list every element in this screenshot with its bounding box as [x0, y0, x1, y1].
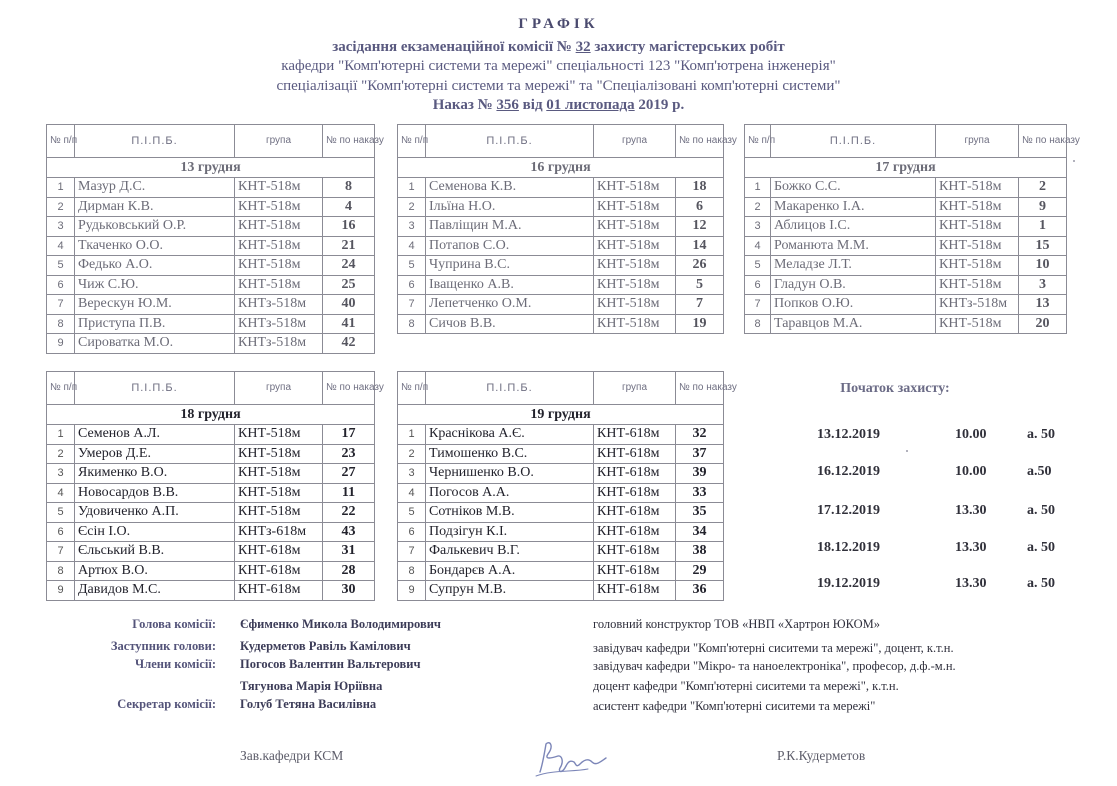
order-number: 13 [1019, 295, 1067, 315]
commission-name-member-1: Погосов Валентин Вальтерович [240, 657, 421, 671]
student-name: Тимошенко В.С. [426, 444, 594, 464]
student-group: КНТз-518м [235, 295, 323, 315]
start-date: 13.12.2019 [817, 427, 880, 442]
student-group: КНТ-518м [594, 197, 676, 217]
order-number: 25 [323, 275, 375, 295]
start-title: Початок захисту: [840, 381, 950, 396]
student-group: КНТ-518м [235, 483, 323, 503]
order-number: 17 [323, 425, 375, 445]
row-number: 1 [745, 178, 771, 198]
table-row [47, 464, 375, 484]
table-row [47, 542, 375, 562]
order-number: 29 [676, 561, 724, 581]
table-row [398, 464, 724, 484]
student-name: Єльський В.В. [75, 542, 235, 562]
order-number: 4 [323, 197, 375, 217]
table-row [398, 542, 724, 562]
student-name: Ільїна Н.О. [426, 197, 594, 217]
order-number: 1 [1019, 217, 1067, 237]
table-row [398, 503, 724, 523]
table-date: 19 грудня [398, 405, 724, 425]
col-num-header: № п/п [745, 125, 771, 158]
student-group: КНТ-618м [594, 425, 676, 445]
student-name: Семенов А.Л. [75, 425, 235, 445]
student-group: КНТз-518м [235, 334, 323, 354]
student-group: КНТ-618м [235, 561, 323, 581]
order-number: 41 [323, 314, 375, 334]
order-number: 21 [323, 236, 375, 256]
table-row [398, 197, 724, 217]
col-group-header: група [235, 372, 323, 405]
table-row [47, 197, 375, 217]
order-number: 9 [1019, 197, 1067, 217]
col-order-header: № по наказу [676, 125, 724, 158]
student-name: Павліщин М.А. [426, 217, 594, 237]
student-group: КНТ-518м [594, 236, 676, 256]
student-group: КНТ-518м [936, 178, 1019, 198]
student-group: КНТ-518м [936, 256, 1019, 276]
table-row [47, 178, 375, 198]
scan-speck [906, 450, 908, 452]
student-name: Новосардов В.В. [75, 483, 235, 503]
student-group: КНТ-618м [594, 503, 676, 523]
table-date: 13 грудня [47, 158, 375, 178]
student-name: Давидов М.С. [75, 581, 235, 601]
commission-name-deputy: Кудерметов Равіль Камілович [240, 639, 411, 653]
col-name-header: П.І.П.Б. [771, 125, 936, 158]
table-row [398, 522, 724, 542]
table-row [47, 256, 375, 276]
student-group: КНТ-618м [594, 522, 676, 542]
order-number: 18 [676, 178, 724, 198]
order-number: 3 [1019, 275, 1067, 295]
start-date: 17.12.2019 [817, 503, 880, 518]
order-number: 32 [676, 425, 724, 445]
header-line-2: кафедри "Комп'ютерні системи та мережі" спеціальності 123 "Комп'ютрена інженерія" [281, 58, 836, 74]
row-number: 6 [745, 275, 771, 295]
start-time: 10.00 [955, 427, 987, 442]
row-number: 4 [398, 483, 426, 503]
order-number: 12 [676, 217, 724, 237]
col-num-header: № п/п [47, 372, 75, 405]
row-number: 6 [47, 275, 75, 295]
student-name: Приступа П.В. [75, 314, 235, 334]
student-group: КНТз-518м [235, 314, 323, 334]
commission-role-members: Члени комісії: [135, 657, 216, 671]
start-room: а. 50 [1027, 576, 1055, 591]
col-group-header: група [594, 125, 676, 158]
table-date: 18 грудня [47, 405, 375, 425]
student-group: КНТ-618м [594, 581, 676, 601]
student-group: КНТ-518м [594, 178, 676, 198]
table-row [745, 197, 1067, 217]
commission-name-member-2: Тягунова Марія Юріївна [240, 679, 383, 693]
student-name: Сичов В.В. [426, 314, 594, 334]
col-order-header: № по наказу [676, 372, 724, 405]
row-number: 3 [398, 217, 426, 237]
student-name: Рудьковський О.Р. [75, 217, 235, 237]
commission-position-secretary: асистент кафедри "Комп'ютерні сиситеми та мережі" [593, 699, 876, 713]
row-number: 6 [398, 522, 426, 542]
col-order-header: № по наказу [323, 125, 375, 158]
row-number: 8 [47, 314, 75, 334]
student-group: КНТ-518м [235, 464, 323, 484]
student-name: Гладун О.В. [771, 275, 936, 295]
col-name-header: П.І.П.Б. [75, 125, 235, 158]
student-name: Федько А.О. [75, 256, 235, 276]
student-name: Умеров Д.Е. [75, 444, 235, 464]
row-number: 3 [47, 217, 75, 237]
student-group: КНТ-518м [235, 275, 323, 295]
schedule-table-19-dec [397, 371, 737, 601]
student-name: Подзігун К.І. [426, 522, 594, 542]
table-row [398, 295, 724, 315]
order-number: 10 [1019, 256, 1067, 276]
schedule-table-16-dec [397, 124, 737, 334]
student-name: Артюх В.О. [75, 561, 235, 581]
header-line-3: спеціалізації "Комп'ютерні системи та мережі" та "Спеціалізовані комп'ютерні системи" [276, 78, 841, 94]
student-name: Попков О.Ю. [771, 295, 936, 315]
table-row [47, 522, 375, 542]
order-number: 43 [323, 522, 375, 542]
document-title: ГРАФІК [518, 16, 599, 32]
student-group: КНТ-518м [235, 503, 323, 523]
start-room: а.50 [1027, 464, 1052, 479]
student-name: Потапов С.О. [426, 236, 594, 256]
order-number: 8 [323, 178, 375, 198]
student-name: Фалькевич В.Г. [426, 542, 594, 562]
order-number: 16 [323, 217, 375, 237]
schedule-table-18-dec [46, 371, 384, 601]
student-name: Сотніков М.В. [426, 503, 594, 523]
order-number: 19 [676, 314, 724, 334]
start-row [790, 576, 1090, 596]
commission-name-secretary: Голуб Тетяна Василівна [240, 697, 377, 711]
row-number: 7 [47, 295, 75, 315]
student-name: Єсін І.О. [75, 522, 235, 542]
student-group: КНТ-618м [594, 444, 676, 464]
student-name: Дирман К.В. [75, 197, 235, 217]
table-row [398, 314, 724, 334]
row-number: 9 [398, 581, 426, 601]
start-date: 19.12.2019 [817, 576, 880, 591]
student-group: КНТ-518м [594, 295, 676, 315]
row-number: 2 [47, 444, 75, 464]
student-name: Ткаченко О.О. [75, 236, 235, 256]
student-group: КНТ-518м [235, 425, 323, 445]
col-order-header: № по наказу [1019, 125, 1067, 158]
table-row [745, 275, 1067, 295]
table-row [47, 561, 375, 581]
table-date: 16 грудня [398, 158, 724, 178]
student-group: КНТ-518м [235, 236, 323, 256]
schedule-table-13-dec [46, 124, 384, 354]
commission-role-deputy: Заступник голови: [110, 639, 216, 653]
start-room: а. 50 [1027, 540, 1055, 555]
row-number: 5 [47, 503, 75, 523]
table-row [745, 236, 1067, 256]
student-group: КНТ-518м [594, 314, 676, 334]
table-row [398, 581, 724, 601]
table-row [745, 314, 1067, 334]
student-group: КНТз-618м [235, 522, 323, 542]
order-number: 36 [676, 581, 724, 601]
student-name: Сироватка М.О. [75, 334, 235, 354]
student-name: Бондарєв А.А. [426, 561, 594, 581]
table-row [47, 483, 375, 503]
row-number: 5 [398, 256, 426, 276]
student-group: КНТ-518м [235, 197, 323, 217]
row-number: 7 [398, 295, 426, 315]
student-name: Супрун М.В. [426, 581, 594, 601]
start-date: 18.12.2019 [817, 540, 880, 555]
row-number: 3 [398, 464, 426, 484]
student-group: КНТ-518м [936, 236, 1019, 256]
student-group: КНТ-618м [594, 464, 676, 484]
commission-position-member-1: завідувач кафедри "Мікро- та наноелектроніка", професор, д.ф.-м.н. [593, 659, 956, 673]
row-number: 4 [47, 236, 75, 256]
footer-signatory-name: Р.К.Кудерметов [777, 748, 866, 763]
order-number: 38 [676, 542, 724, 562]
commission-position-head: головний конструктор ТОВ «НВП «Хартрон ЮКОМ» [593, 617, 881, 631]
col-name-header: П.І.П.Б. [426, 372, 594, 405]
table-row [398, 236, 724, 256]
commission-position-deputy: завідувач кафедри "Комп'ютерні сиситеми та мережі", доцент, к.т.н. [593, 641, 954, 655]
student-group: КНТз-518м [936, 295, 1019, 315]
row-number: 9 [47, 581, 75, 601]
row-number: 1 [47, 425, 75, 445]
student-name: Мазур Д.С. [75, 178, 235, 198]
student-name: Меладзе Л.Т. [771, 256, 936, 276]
student-group: КНТ-618м [235, 542, 323, 562]
order-number: 40 [323, 295, 375, 315]
col-group-header: група [594, 372, 676, 405]
row-number: 4 [745, 236, 771, 256]
order-number: 26 [676, 256, 724, 276]
order-number: 15 [1019, 236, 1067, 256]
row-number: 7 [47, 542, 75, 562]
table-row [47, 503, 375, 523]
order-number: 34 [676, 522, 724, 542]
table-row [398, 275, 724, 295]
start-time: 13.30 [955, 540, 987, 555]
start-row [790, 540, 1090, 560]
student-group: КНТ-618м [594, 561, 676, 581]
commission-position-member-2: доцент кафедри "Комп'ютерні сиситеми та мережі", к.т.н. [593, 679, 899, 693]
student-group: КНТ-518м [936, 197, 1019, 217]
table-row [47, 425, 375, 445]
order-number: 11 [323, 483, 375, 503]
row-number: 6 [398, 275, 426, 295]
table-row [398, 178, 724, 198]
student-group: КНТ-518м [936, 217, 1019, 237]
table-row [398, 483, 724, 503]
row-number: 1 [398, 425, 426, 445]
order-number: 31 [323, 542, 375, 562]
footer-head-of-department: Зав.кафедри КСМ [240, 748, 344, 763]
student-name: Макаренко І.А. [771, 197, 936, 217]
row-number: 6 [47, 522, 75, 542]
table-row [47, 314, 375, 334]
row-number: 7 [745, 295, 771, 315]
col-num-header: № п/п [398, 372, 426, 405]
student-name: Удовиченко А.П. [75, 503, 235, 523]
order-number: 20 [1019, 314, 1067, 334]
student-name: Погосов А.А. [426, 483, 594, 503]
student-name: Лепетченко О.М. [426, 295, 594, 315]
student-name: Романюта М.М. [771, 236, 936, 256]
start-row [790, 503, 1090, 523]
table-date: 17 грудня [745, 158, 1067, 178]
commission-role-secretary: Секретар комісії: [117, 697, 216, 711]
student-group: КНТ-518м [235, 444, 323, 464]
row-number: 2 [47, 197, 75, 217]
order-number: 28 [323, 561, 375, 581]
row-number: 2 [398, 444, 426, 464]
order-number: 37 [676, 444, 724, 464]
row-number: 5 [745, 256, 771, 276]
row-number: 4 [47, 483, 75, 503]
table-row [745, 295, 1067, 315]
student-group: КНТ-518м [235, 256, 323, 276]
student-group: КНТ-518м [235, 217, 323, 237]
order-number: 35 [676, 503, 724, 523]
row-number: 1 [398, 178, 426, 198]
table-row [745, 217, 1067, 237]
student-group: КНТ-518м [594, 275, 676, 295]
header-line-1: засідання екзаменаційної комісії № 32 захисту магістерських робіт [332, 39, 785, 55]
table-row [398, 561, 724, 581]
order-number: 6 [676, 197, 724, 217]
col-order-header: № по наказу [323, 372, 375, 405]
start-room: а. 50 [1027, 427, 1055, 442]
student-name: Семенова К.В. [426, 178, 594, 198]
table-row [398, 256, 724, 276]
col-group-header: група [235, 125, 323, 158]
row-number: 3 [745, 217, 771, 237]
commission-name-head: Єфименко Микола Володимирович [240, 617, 441, 631]
student-name: Чиж С.Ю. [75, 275, 235, 295]
table-row [47, 295, 375, 315]
start-row [790, 427, 1090, 447]
student-group: КНТ-518м [936, 275, 1019, 295]
start-row [790, 464, 1090, 484]
student-name: Іващенко А.В. [426, 275, 594, 295]
order-number: 39 [676, 464, 724, 484]
col-num-header: № п/п [47, 125, 75, 158]
student-name: Чуприна В.С. [426, 256, 594, 276]
row-number: 1 [47, 178, 75, 198]
student-group: КНТ-518м [594, 217, 676, 237]
start-time: 13.30 [955, 503, 987, 518]
row-number: 5 [47, 256, 75, 276]
student-name: Аблицов І.С. [771, 217, 936, 237]
signature-icon [532, 736, 614, 780]
order-number: 2 [1019, 178, 1067, 198]
order-number: 30 [323, 581, 375, 601]
order-number: 24 [323, 256, 375, 276]
col-group-header: група [936, 125, 1019, 158]
table-row [745, 256, 1067, 276]
student-name: Чернишенко В.О. [426, 464, 594, 484]
table-row [47, 236, 375, 256]
row-number: 8 [47, 561, 75, 581]
student-group: КНТ-518м [594, 256, 676, 276]
student-name: Таравцов М.А. [771, 314, 936, 334]
order-line: Наказ № 356 від 01 листопада 2019 р. [432, 97, 685, 113]
row-number: 9 [47, 334, 75, 354]
commission-role-head: Голова комісії: [132, 617, 216, 631]
scan-speck [1073, 160, 1075, 162]
row-number: 3 [47, 464, 75, 484]
row-number: 7 [398, 542, 426, 562]
table-row [47, 217, 375, 237]
student-name: Верескун Ю.М. [75, 295, 235, 315]
student-group: КНТ-618м [235, 581, 323, 601]
schedule-table-17-dec [744, 124, 1080, 334]
student-group: КНТ-618м [594, 483, 676, 503]
row-number: 8 [745, 314, 771, 334]
row-number: 2 [398, 197, 426, 217]
order-number: 42 [323, 334, 375, 354]
order-number: 5 [676, 275, 724, 295]
col-name-header: П.І.П.Б. [426, 125, 594, 158]
start-room: а. 50 [1027, 503, 1055, 518]
start-time: 10.00 [955, 464, 987, 479]
table-row [398, 444, 724, 464]
row-number: 8 [398, 314, 426, 334]
order-number: 7 [676, 295, 724, 315]
student-group: КНТ-518м [936, 314, 1019, 334]
table-row [745, 178, 1067, 198]
table-row [47, 581, 375, 601]
student-name: Божко С.С. [771, 178, 936, 198]
col-name-header: П.І.П.Б. [75, 372, 235, 405]
start-date: 16.12.2019 [817, 464, 880, 479]
student-group: КНТ-618м [594, 542, 676, 562]
table-row [398, 425, 724, 445]
student-group: КНТ-518м [235, 178, 323, 198]
table-row [47, 334, 375, 354]
row-number: 8 [398, 561, 426, 581]
start-time: 13.30 [955, 576, 987, 591]
order-number: 22 [323, 503, 375, 523]
table-row [47, 275, 375, 295]
table-row [398, 217, 724, 237]
order-number: 33 [676, 483, 724, 503]
table-row [47, 444, 375, 464]
order-number: 23 [323, 444, 375, 464]
row-number: 5 [398, 503, 426, 523]
row-number: 2 [745, 197, 771, 217]
student-name: Якименко В.О. [75, 464, 235, 484]
order-number: 14 [676, 236, 724, 256]
col-num-header: № п/п [398, 125, 426, 158]
student-name: Краснікова А.Є. [426, 425, 594, 445]
row-number: 4 [398, 236, 426, 256]
order-number: 27 [323, 464, 375, 484]
